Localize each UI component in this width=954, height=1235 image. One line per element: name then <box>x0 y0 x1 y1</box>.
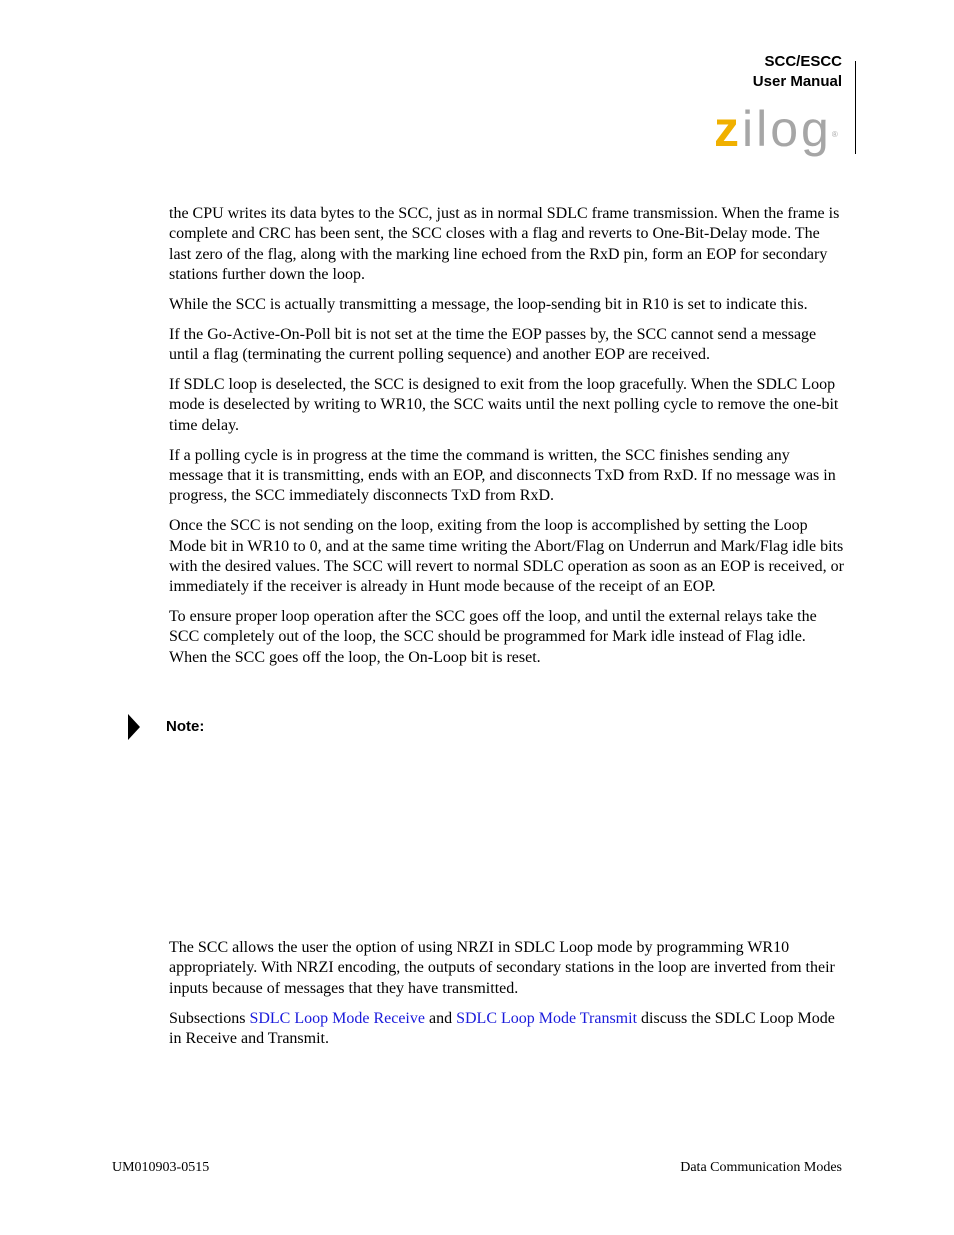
logo-rest: ilog <box>742 101 832 157</box>
logo-registered-mark: ® <box>831 130 841 139</box>
paragraph: If a polling cycle is in progress at the time the command is written, the SCC finishes sending any message that it is transmitting, ends with an EOP, and disconnects TxD from RxD. If no message was in progress, the SCC immediately disconnects TxD from RxD. <box>169 446 836 505</box>
footer-doc-number: UM010903-0515 <box>112 1160 210 1175</box>
paragraph: Once the SCC is not sending on the loop, exiting from the loop is accomplished by setting the Loop Mode bit in WR10 to 0, and at the same time writing the Abort/Flag on Underrun and Mark/Flag idle bits with the desired values. The SCC will revert to normal SDLC operation as soon as an EOP is received, or immediately if the receiver is already in Hunt mode because of the receipt of an EOP. <box>169 517 844 596</box>
paragraph: The SCC allows the user the option of using NRZI in SDLC Loop mode by programming WR10 appropriately. With NRZI encoding, the outputs of secondary stations in the loop are inverted from their inputs because of messages that they have transmitted. <box>169 939 835 997</box>
body-text <box>169 204 845 678</box>
paragraph: the CPU writes its data bytes to the SCC, just as in normal SDLC frame transmission. When the frame is complete and CRC has been sent, the SCC closes with a flag and reverts to One-Bit-Delay mode. The last zero of the flag, along with the marking line echoed from the RxD pin, form an EOP for secondary stations further down the loop. <box>169 205 840 283</box>
paragraph: While the SCC is actually transmitting a message, the loop-sending bit in R10 is set to indicate this. <box>169 295 808 313</box>
note-label: Note: <box>166 718 205 735</box>
document-header <box>753 52 842 92</box>
footer-section-title: Data Communication Modes <box>680 1160 842 1175</box>
note-arrow-icon <box>128 714 140 740</box>
header-divider <box>855 61 856 154</box>
note-callout <box>128 714 828 744</box>
logo-z: z <box>714 101 742 157</box>
paragraph: If SDLC loop is deselected, the SCC is designed to exit from the loop gracefully. When the SDLC Loop mode is deselected by writing to WR10, the SCC waits until the next polling cycle to remove the one-bit time delay. <box>169 376 839 434</box>
paragraph: To ensure proper loop operation after the SCC goes off the loop, and until the external relays take the SCC completely out of the loop, the SCC should be programmed for Mark idle instead of Flag idle. When the SCC goes off the loop, the On-Loop bit is reset. <box>169 608 817 666</box>
text-fragment: and <box>424 1009 457 1027</box>
text-fragment: Subsections <box>169 1009 250 1027</box>
text-fragment: discuss the SDLC Loop Mode in Receive and Transmit. <box>169 1009 835 1047</box>
header-product: SCC/ESCC <box>764 53 842 70</box>
header-doc-type: User Manual <box>752 73 842 90</box>
link-sdlc-loop-mode-transmit[interactable]: SDLC Loop Mode Transmit <box>456 1009 638 1027</box>
zilog-logo <box>714 101 844 160</box>
paragraph: If the Go-Active-On-Poll bit is not set at the time the EOP passes by, the SCC cannot send a message until a flag (terminating the current polling sequence) and another EOP are received. <box>169 325 817 364</box>
body-text-lower <box>169 938 845 1059</box>
paragraph-subsections <box>169 1009 845 1050</box>
link-sdlc-loop-mode-receive[interactable]: SDLC Loop Mode Receive <box>249 1009 425 1027</box>
